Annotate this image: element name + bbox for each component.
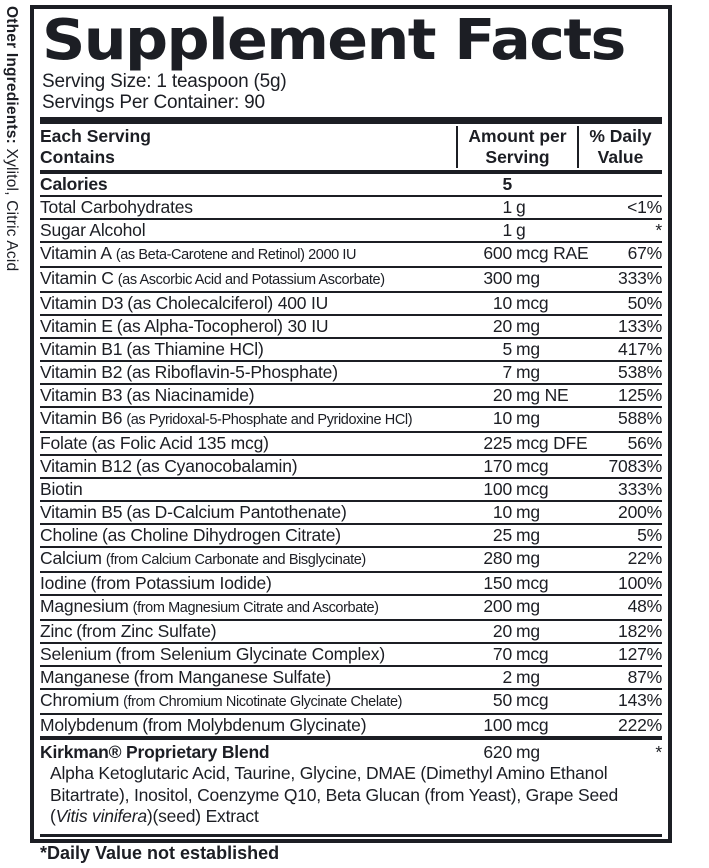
nutrient-name: Vitamin B1 xyxy=(40,339,123,359)
nutrient-detail: (as Alpha-Tocopherol) 30 IU xyxy=(116,316,329,336)
nutrient-cell xyxy=(40,573,456,594)
amount-unit: mg xyxy=(516,502,540,522)
daily-value: 48% xyxy=(627,596,662,616)
nutrient-detail: (as Ascorbic Acid and Potassium Ascorbate) xyxy=(117,272,385,288)
nutrient-detail: (from Zinc Sulfate) xyxy=(76,621,217,641)
nutrient-row xyxy=(40,218,662,241)
amount-number: 1 xyxy=(502,220,512,240)
amount-number: 1 xyxy=(502,197,512,217)
nutrient-cell xyxy=(40,548,456,571)
nutrient-row xyxy=(40,360,662,383)
header-dv-line1: % Daily xyxy=(589,126,652,146)
nutrient-cell xyxy=(40,316,456,337)
daily-value: 67% xyxy=(627,243,662,263)
nutrient-detail: (as Folic Acid 135 mcg) xyxy=(91,433,269,453)
header-amount-per-serving xyxy=(456,126,577,168)
nutrient-row xyxy=(40,195,662,218)
nutrient-name: Iodine xyxy=(40,573,87,593)
nutrient-name: Folate xyxy=(40,433,88,453)
amount-unit: mg xyxy=(516,268,540,288)
calories-dv xyxy=(577,174,662,195)
amount-number: 280 xyxy=(483,548,512,568)
nutrient-name: Vitamin B12 xyxy=(40,456,132,476)
nutrient-row xyxy=(40,454,662,477)
amount-unit: mg NE xyxy=(516,385,569,405)
calories-label: Calories xyxy=(40,174,108,194)
amount-number: 10 xyxy=(492,293,512,313)
supplement-facts-panel xyxy=(30,5,672,863)
amount-unit: mg xyxy=(516,667,540,687)
amount-unit: mg xyxy=(516,339,540,359)
nutrient-cell xyxy=(40,268,456,291)
nutrient-name: Molybdenum xyxy=(40,715,139,735)
panel-title: Supplement Facts xyxy=(42,8,625,73)
nutrient-cell xyxy=(40,690,456,713)
nutrient-name: Sugar Alcohol xyxy=(40,220,146,240)
nutrient-detail: (as Niacinamide) xyxy=(126,385,255,405)
amount-number: 600 xyxy=(483,243,512,263)
blend-desc-latin-name: Vitis vinifera xyxy=(55,806,147,826)
amount-number: 170 xyxy=(483,456,512,476)
amount-number: 20 xyxy=(492,621,512,641)
amount-number: 5 xyxy=(502,339,512,359)
nutrient-name: Biotin xyxy=(40,479,83,499)
nutrient-cell xyxy=(40,385,456,406)
nutrient-detail: (from Selenium Glycinate Complex) xyxy=(115,644,385,664)
nutrient-detail: (as Riboflavin-5-Phosphate) xyxy=(126,362,338,382)
amount-unit: mcg RAE xyxy=(516,243,589,263)
amount-number: 300 xyxy=(483,268,512,288)
nutrient-detail: (from Potassium Iodide) xyxy=(90,573,272,593)
daily-value: 22% xyxy=(627,548,662,568)
daily-value: 133% xyxy=(618,316,662,336)
amount-number: 2 xyxy=(502,667,512,687)
nutrient-name: Vitamin B2 xyxy=(40,362,123,382)
blend-ingredients-text xyxy=(40,763,662,830)
amount-unit: mg xyxy=(516,621,540,641)
nutrient-row xyxy=(40,688,662,713)
daily-value: <1% xyxy=(627,197,662,217)
amount-number: 225 xyxy=(483,433,512,453)
amount-unit: mg xyxy=(516,408,540,428)
amount-unit: mg xyxy=(516,596,540,616)
nutrient-name: Zinc xyxy=(40,621,73,641)
nutrient-cell xyxy=(40,243,456,266)
daily-value: 333% xyxy=(618,268,662,288)
amount-number: 10 xyxy=(492,502,512,522)
nutrient-cell xyxy=(40,456,456,477)
amount-unit: mcg xyxy=(516,573,549,593)
amount-number: 20 xyxy=(492,385,512,405)
nutrient-detail: (from Calcium Carbonate and Bisglycinate) xyxy=(105,552,366,568)
amount-unit: mcg xyxy=(516,456,549,476)
nutrient-name: Manganese xyxy=(40,667,130,687)
amount-unit: mcg xyxy=(516,715,549,735)
nutrient-row xyxy=(40,500,662,523)
nutrient-row xyxy=(40,266,662,291)
calories-value: 5 xyxy=(502,174,512,194)
nutrient-detail: (as Thiamine HCl) xyxy=(126,339,264,359)
nutrient-cell xyxy=(40,433,456,454)
row-proprietary-blend xyxy=(40,740,662,763)
nutrient-cell xyxy=(40,339,456,360)
nutrient-detail: (as Cholecalciferol) 400 IU xyxy=(127,293,329,313)
amount-number: 150 xyxy=(483,573,512,593)
nutrient-name: Selenium xyxy=(40,644,112,664)
blend-daily-value: * xyxy=(655,742,662,762)
amount-number: 7 xyxy=(502,362,512,382)
nutrient-row xyxy=(40,337,662,360)
nutrient-row xyxy=(40,291,662,314)
amount-unit: mg xyxy=(516,362,540,382)
daily-value: 127% xyxy=(618,644,662,664)
other-ingredients-value: Xylitol, Citric Acid xyxy=(3,143,20,272)
nutrient-row xyxy=(40,314,662,337)
other-ingredients-label: Other Ingredients: xyxy=(3,6,20,144)
nutrient-row xyxy=(40,431,662,454)
nutrient-cell xyxy=(40,220,456,241)
divider-thick-top xyxy=(40,117,662,124)
nutrient-cell xyxy=(40,479,456,500)
nutrient-detail: (from Molybdenum Glycinate) xyxy=(142,715,367,735)
table-header-row xyxy=(40,124,662,170)
amount-number: 50 xyxy=(492,690,512,710)
header-amount-line2: Serving xyxy=(485,147,550,167)
blend-name: Kirkman® Proprietary Blend xyxy=(40,742,270,762)
serving-size: Serving Size: 1 teaspoon (5g) xyxy=(42,71,287,92)
amount-unit: mcg xyxy=(516,644,549,664)
daily-value: 87% xyxy=(627,667,662,687)
nutrient-cell xyxy=(40,197,456,218)
daily-value: * xyxy=(655,220,662,240)
nutrient-detail: (from Magnesium Citrate and Ascorbate) xyxy=(132,600,379,616)
nutrient-row xyxy=(40,406,662,431)
header-amount-line1: Amount per xyxy=(468,126,567,146)
nutrient-row xyxy=(40,477,662,500)
amount-number: 25 xyxy=(492,525,512,545)
daily-value-footnote: *Daily Value not established xyxy=(40,834,662,868)
nutrient-name: Vitamin B6 xyxy=(40,408,123,428)
nutrient-name: Total Carbohydrates xyxy=(40,197,193,217)
nutrient-name: Vitamin B5 xyxy=(40,502,123,522)
nutrient-row xyxy=(40,713,662,736)
nutrient-row xyxy=(40,546,662,571)
blend-desc-part1: Alpha Ketoglutaric Acid, Taurine, Glycine, DMAE (Dimethyl Amino Ethanol Bitartrate), Inositol, Coenzyme Q10, Beta Glucan (from Yeast), Grape Seed ( xyxy=(50,763,619,826)
daily-value: 333% xyxy=(618,479,662,499)
nutrient-row xyxy=(40,523,662,546)
header-each-serving xyxy=(40,126,456,168)
amount-unit: mg xyxy=(516,548,540,568)
nutrient-detail: (as Beta-Carotene and Retinol) 2000 IU xyxy=(115,247,357,263)
row-calories xyxy=(40,174,662,195)
daily-value: 125% xyxy=(618,385,662,405)
amount-unit: mcg xyxy=(516,293,549,313)
amount-unit: mg xyxy=(516,525,540,545)
daily-value: 100% xyxy=(618,573,662,593)
daily-value: 588% xyxy=(618,408,662,428)
blend-amount-number: 620 xyxy=(483,742,512,762)
amount-number: 10 xyxy=(492,408,512,428)
daily-value: 50% xyxy=(627,293,662,313)
nutrient-name: Calcium xyxy=(40,548,102,568)
nutrient-cell xyxy=(40,596,456,619)
nutrient-row xyxy=(40,642,662,665)
nutrient-cell xyxy=(40,621,456,642)
amount-unit: mcg xyxy=(516,690,549,710)
nutrient-detail: (from Chromium Nicotinate Glycinate Chelate) xyxy=(123,694,403,710)
proprietary-blend-section xyxy=(40,736,662,834)
nutrient-cell xyxy=(40,525,456,546)
amount-number: 100 xyxy=(483,715,512,735)
daily-value: 538% xyxy=(618,362,662,382)
nutrient-name: Vitamin E xyxy=(40,316,113,336)
nutrient-cell xyxy=(40,502,456,523)
nutrient-cell xyxy=(40,644,456,665)
nutrient-row xyxy=(40,665,662,688)
daily-value: 200% xyxy=(618,502,662,522)
amount-number: 200 xyxy=(483,596,512,616)
nutrient-name: Choline xyxy=(40,525,98,545)
nutrient-row xyxy=(40,241,662,266)
nutrient-detail: (as D-Calcium Pantothenate) xyxy=(126,502,347,522)
nutrient-name: Vitamin A xyxy=(40,243,112,263)
nutrient-row xyxy=(40,571,662,594)
nutrient-row xyxy=(40,594,662,619)
amount-number: 100 xyxy=(483,479,512,499)
blend-amount-unit: mg xyxy=(516,742,540,762)
header-dv-line2: Value xyxy=(597,147,644,167)
blend-desc-part2: )(seed) Extract xyxy=(146,806,259,826)
header-each-serving-line2: Contains xyxy=(40,147,115,167)
nutrient-cell xyxy=(40,293,456,314)
amount-number: 70 xyxy=(492,644,512,664)
daily-value: 182% xyxy=(618,621,662,641)
daily-value: 143% xyxy=(618,690,662,710)
daily-value: 222% xyxy=(618,715,662,735)
header-each-serving-line1: Each Serving xyxy=(40,126,151,146)
nutrient-name: Vitamin C xyxy=(40,268,114,288)
nutrient-name: Vitamin D3 xyxy=(40,293,124,313)
nutrient-name: Chromium xyxy=(40,690,120,710)
daily-value: 417% xyxy=(618,339,662,359)
other-ingredients-vertical-text xyxy=(2,6,20,271)
nutrient-name: Magnesium xyxy=(40,596,129,616)
nutrient-detail: (from Manganese Sulfate) xyxy=(133,667,332,687)
amount-unit: mcg xyxy=(516,479,549,499)
daily-value: 7083% xyxy=(608,456,662,476)
calories-unit xyxy=(512,174,577,195)
amount-unit: g xyxy=(516,220,526,240)
servings-per-container: Servings Per Container: 90 xyxy=(42,92,265,113)
amount-unit: g xyxy=(516,197,526,217)
nutrient-detail: (as Cyanocobalamin) xyxy=(135,456,298,476)
header-percent-daily-value xyxy=(577,126,662,168)
nutrient-cell xyxy=(40,362,456,383)
nutrient-name: Vitamin B3 xyxy=(40,385,123,405)
amount-number: 20 xyxy=(492,316,512,336)
daily-value: 5% xyxy=(637,525,662,545)
amount-unit: mcg DFE xyxy=(516,433,588,453)
nutrient-cell xyxy=(40,667,456,688)
nutrient-detail: (as Pyridoxal-5-Phosphate and Pyridoxine HCl) xyxy=(126,412,413,428)
nutrient-cell xyxy=(40,715,456,736)
nutrient-row xyxy=(40,383,662,406)
nutrient-cell xyxy=(40,408,456,431)
nutrient-detail: (as Choline Dihydrogen Citrate) xyxy=(101,525,341,545)
nutrient-rows xyxy=(40,195,662,736)
daily-value: 56% xyxy=(627,433,662,453)
nutrient-row xyxy=(40,619,662,642)
amount-unit: mg xyxy=(516,316,540,336)
